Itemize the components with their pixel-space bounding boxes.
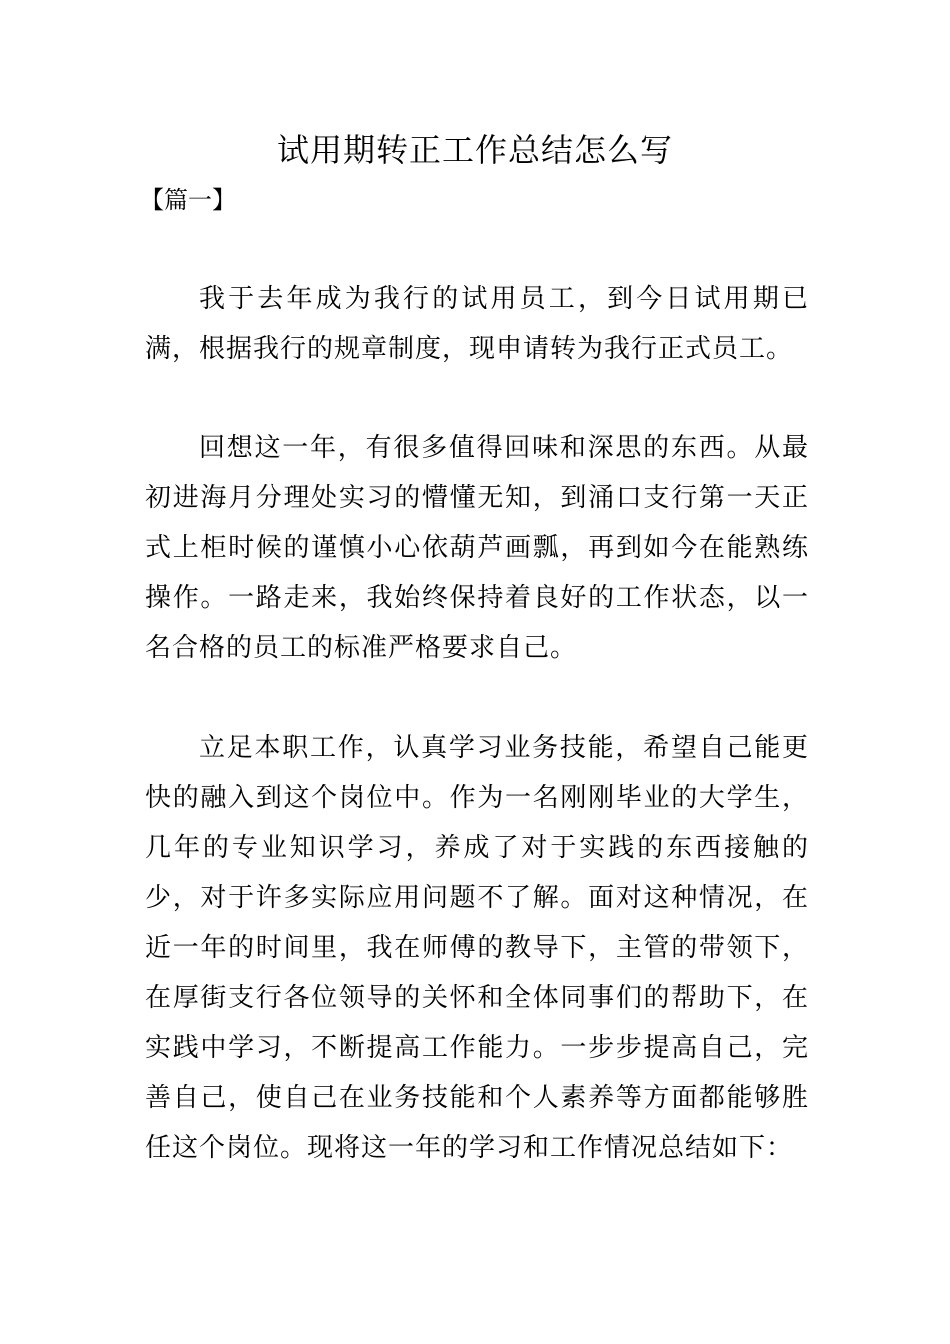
paragraph-2: 回想这一年，有很多值得回味和深思的东西。从最初进海月分理处实习的懵懂无知，到涌口支行第一天正式上柜时候的谨慎小心依葫芦画瓢，再到如今在能熟练操作。一路走来，我始终保持着良好的工作状态，以一名合格的员工的标准严格要求自己。: [145, 433, 809, 663]
paragraph-3: 立足本职工作，认真学习业务技能，希望自己能更快的融入到这个岗位中。作为一名刚刚毕业的大学生，几年的专业知识学习，养成了对于实践的东西接触的少，对于许多实际应用问题不了解。面对这种情况，在近一年的时间里，我在师傅的教导下，主管的带领下，在厚街支行各位领导的关怀和全体同事们的帮助下，在实践中学习，不断提高工作能力。一步步提高自己，完善自己，使自己在业务技能和个人素养等方面都能够胜任这个岗位。现将这一年的学习和工作情况总结如下：: [145, 733, 809, 1163]
paragraph-1: 我于去年成为我行的试用员工，到今日试用期已满，根据我行的规章制度，现申请转为我行正式员工。: [145, 284, 809, 364]
document-title: 试用期转正工作总结怎么写: [276, 131, 673, 169]
section-label: 【篇一】: [140, 186, 236, 214]
